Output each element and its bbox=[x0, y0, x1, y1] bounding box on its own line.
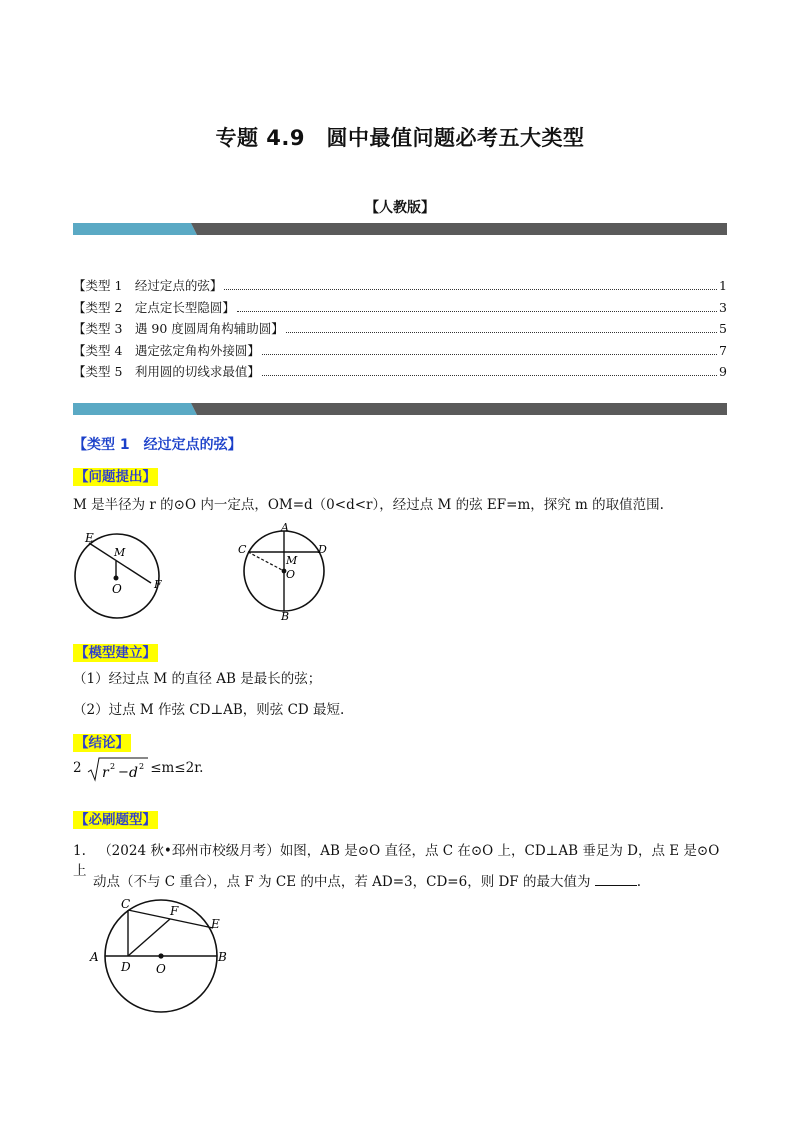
conclusion-formula: 2 r 2 − d 2 ≤m≤2r. bbox=[73, 756, 203, 782]
label-o: O bbox=[156, 962, 166, 976]
svg-text:r: r bbox=[101, 765, 109, 781]
figure-chord-emf bbox=[68, 528, 168, 623]
label-m: M bbox=[114, 546, 126, 559]
edition-label: 【人教版】 bbox=[365, 200, 435, 216]
label-e: E bbox=[211, 917, 220, 931]
problem-1-line-2: 动点（不与 C 重合），点 F 为 CE 的中点，若 AD=3，CD=6，则 DF 的最大值为 . bbox=[93, 874, 642, 890]
figure-diameter-chord bbox=[236, 523, 336, 623]
svg-text:d: d bbox=[128, 765, 138, 781]
model-point-2: （2）过点 M 作弦 CD⊥AB，则弦 CD 最短. bbox=[73, 702, 345, 718]
toc-entry-1[interactable]: 【类型 1 经过定点的弦】 1 bbox=[73, 278, 727, 293]
problem-source: （2024 秋•邳州市校级月考） bbox=[98, 843, 280, 859]
page-title: 专题 4.9 圆中最值问题必考五大类型 bbox=[215, 126, 585, 150]
label-f: F bbox=[154, 578, 162, 591]
label-c: C bbox=[121, 897, 131, 911]
label-b: B bbox=[218, 950, 227, 964]
label-m: M bbox=[286, 554, 298, 567]
model-point-1: （1）经过点 M 的直径 AB 是最长的弦； bbox=[73, 671, 322, 687]
label-d: D bbox=[318, 543, 327, 556]
divider-band-top bbox=[73, 223, 727, 235]
sqrt-expression bbox=[86, 756, 148, 782]
conclusion-tag: 【结论】 bbox=[75, 735, 129, 751]
label-o: O bbox=[286, 568, 296, 581]
toc-entry-2[interactable]: 【类型 2 定点定长型隐圆】 3 bbox=[73, 299, 727, 315]
label-o: O bbox=[112, 582, 122, 596]
svg-text:2: 2 bbox=[109, 762, 115, 771]
question-tag: 【问题提出】 bbox=[75, 469, 156, 485]
label-a: A bbox=[90, 950, 99, 964]
label-f: F bbox=[170, 904, 179, 918]
toc-entry-5[interactable]: 【类型 5 利用圆的切线求最值】 9 bbox=[73, 364, 727, 380]
svg-text:−: − bbox=[117, 765, 129, 780]
answer-blank[interactable] bbox=[595, 873, 637, 886]
svg-text:2: 2 bbox=[138, 762, 144, 771]
toc-entry-4[interactable]: 【类型 4 遇定弦定角构外接圆】 7 bbox=[73, 342, 727, 358]
toc-entry-3[interactable]: 【类型 3 遇 90 度圆周角构辅助圆】 5 bbox=[73, 321, 727, 337]
practice-tag: 【必刷题型】 bbox=[75, 812, 156, 828]
label-e: E bbox=[85, 531, 94, 545]
label-c: C bbox=[238, 543, 247, 556]
label-b: B bbox=[281, 610, 290, 623]
problem-number: 1. bbox=[73, 843, 86, 859]
problem-line-1: 如图，AB 是⊙O 直径，点 C 在⊙O 上，CD⊥AB 垂足为 D，点 E 是⊙O 上 bbox=[73, 843, 720, 879]
table-of-contents bbox=[73, 276, 727, 384]
label-d: D bbox=[121, 960, 131, 974]
divider-band-bottom bbox=[73, 403, 727, 415]
section-heading: 【类型 1 经过定点的弦】 bbox=[73, 437, 242, 453]
question-text: M 是半径为 r 的⊙O 内一定点，OM=d（0<d<r），经过点 M 的弦 EF=m，探究 m 的取值范围. bbox=[73, 497, 664, 513]
label-a: A bbox=[281, 523, 289, 534]
figure-problem-1 bbox=[88, 895, 238, 1017]
model-tag: 【模型建立】 bbox=[75, 645, 156, 661]
